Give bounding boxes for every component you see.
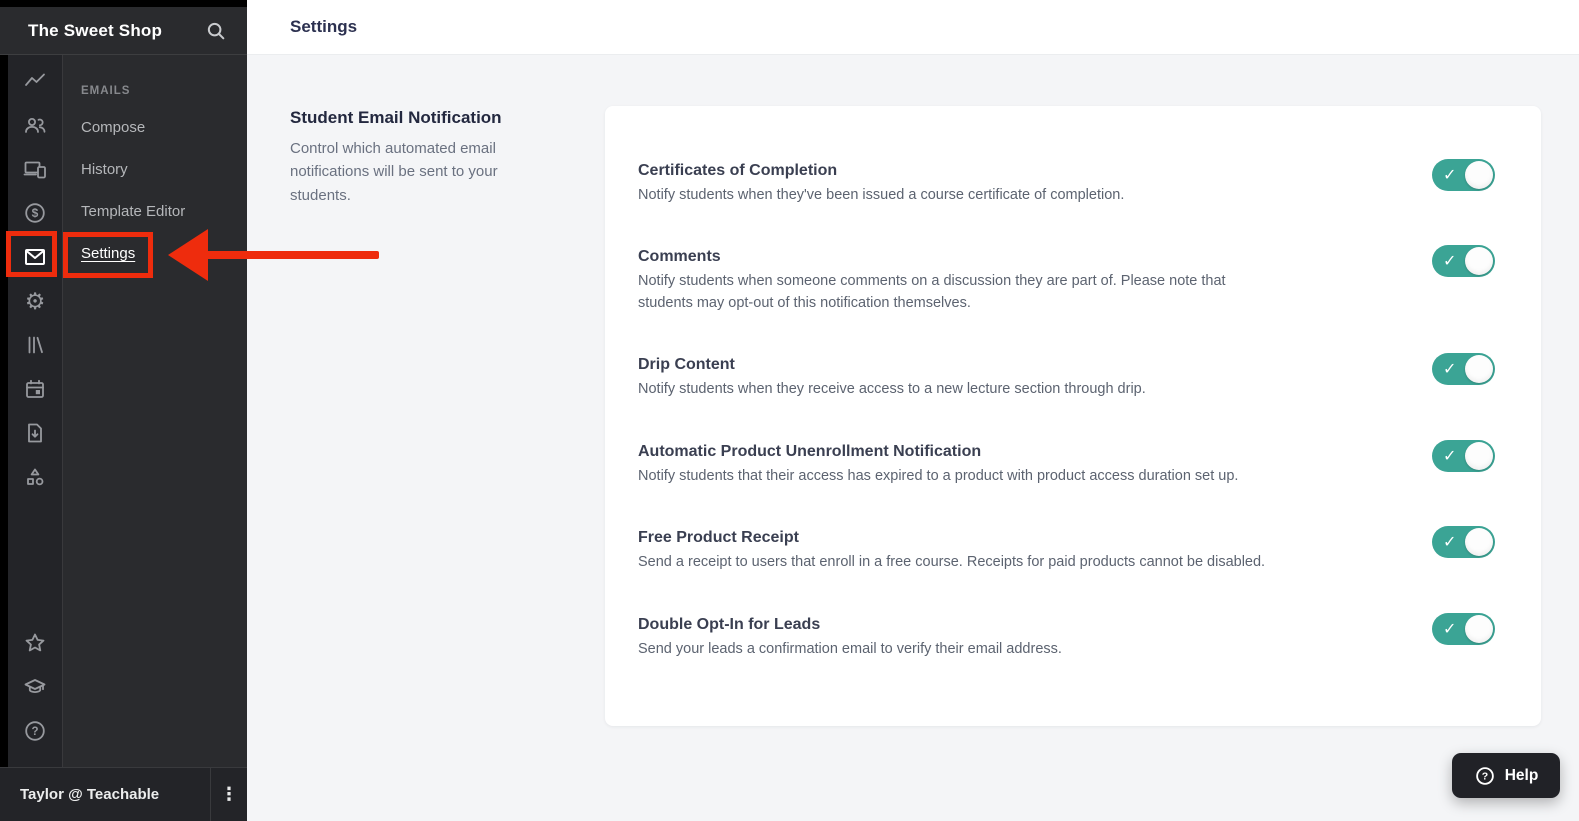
setting-info <box>638 616 1062 660</box>
setting-title: Certificates of Completion <box>638 162 838 179</box>
setting-row <box>638 162 1495 206</box>
setting-row <box>638 248 1495 314</box>
setting-row <box>638 443 1495 487</box>
setting-description: Send your leads a confirmation email to verify their email address. <box>638 640 1062 657</box>
settings-card <box>605 106 1541 726</box>
sidebar-item-template-editor[interactable]: Template Editor <box>81 203 186 220</box>
toggle-knob <box>1465 161 1493 189</box>
submenu-nav-list <box>81 119 247 262</box>
file-download-icon[interactable] <box>23 421 47 445</box>
toggle-certificates-of-completion[interactable] <box>1432 159 1495 191</box>
setting-info <box>638 356 1146 400</box>
sidebar <box>0 0 247 821</box>
site-builder-icon[interactable] <box>23 465 47 489</box>
section-description: Control which automated email notifications will be sent to your students. <box>290 140 498 204</box>
search-icon[interactable] <box>203 18 229 44</box>
calendar-icon[interactable] <box>23 377 47 401</box>
toggle-automatic-product-unenrollment-notification[interactable] <box>1432 440 1495 472</box>
main-header <box>247 0 1579 55</box>
setting-title: Double Opt-In for Leads <box>638 615 821 633</box>
setting-info <box>638 529 1265 573</box>
setting-title: Automatic Product Unenrollment Notification <box>638 442 982 460</box>
user-label: Taylor @ Teachable <box>20 786 160 803</box>
toggle-comments[interactable] <box>1432 245 1495 277</box>
setting-description: Notify students that their access has expired to a product with product access duration set up. <box>638 467 1239 484</box>
library-icon[interactable] <box>23 333 47 357</box>
setting-info <box>638 443 1238 487</box>
section-title: Student Email Notification <box>290 108 502 127</box>
setting-row <box>638 529 1495 573</box>
toggle-knob <box>1465 442 1493 470</box>
setting-info <box>638 162 1124 206</box>
graduation-cap-icon[interactable] <box>23 675 47 699</box>
check-icon: ✓ <box>1443 620 1457 638</box>
svg-text:?: ? <box>1481 770 1488 783</box>
setting-title: Free Product Receipt <box>638 529 799 547</box>
svg-text:$: $ <box>31 206 39 221</box>
toggle-knob <box>1465 528 1493 556</box>
trend-chart-icon[interactable] <box>23 69 47 93</box>
toggle-free-product-receipt[interactable] <box>1432 526 1495 558</box>
setting-description: Notify students when someone comments on a discussion they are part of. Please note that students may opt-out of this notification themselves. <box>638 273 1226 311</box>
submenu-section-label: EMAILS <box>81 85 131 97</box>
setting-title: Comments <box>638 248 721 266</box>
setting-description: Notify students when they've been issued a course certificate of completion. <box>638 187 1125 203</box>
school-name: The Sweet Shop <box>28 20 163 40</box>
section-info <box>290 108 530 207</box>
sidebar-header <box>0 7 247 55</box>
icon-rail-bottom <box>8 631 62 743</box>
devices-icon[interactable] <box>23 157 47 181</box>
check-icon: ✓ <box>1443 534 1457 552</box>
toggle-knob <box>1465 615 1493 643</box>
help-button-label: Help <box>1504 766 1539 784</box>
setting-description: Send a receipt to users that enroll in a free course. Receipts for paid products cannot be disabled. <box>638 554 1266 571</box>
sidebar-submenu <box>62 55 247 767</box>
help-circle-icon[interactable] <box>23 719 47 743</box>
setting-description: Notify students when they receive access to a new lecture section through drip. <box>638 381 1146 398</box>
setting-row <box>638 616 1495 660</box>
toggle-knob <box>1465 355 1493 383</box>
star-icon[interactable] <box>23 631 47 655</box>
toggle-drip-content[interactable] <box>1432 353 1495 385</box>
sales-dollar-icon[interactable] <box>23 201 47 225</box>
sidebar-item-history[interactable]: History <box>81 161 128 178</box>
page-title: Settings <box>290 17 358 36</box>
svg-text:?: ? <box>31 726 39 738</box>
check-icon: ✓ <box>1443 253 1457 271</box>
check-icon: ✓ <box>1443 361 1457 379</box>
user-bar <box>0 767 247 821</box>
sidebar-item-settings[interactable]: Settings <box>81 245 136 262</box>
help-button[interactable] <box>1452 753 1560 798</box>
kebab-menu-icon[interactable]: ⋮ <box>210 768 247 821</box>
settings-gear-icon[interactable]: ⚙ <box>24 287 46 314</box>
sidebar-item-compose[interactable]: Compose <box>81 119 146 136</box>
settings-rows <box>638 162 1495 660</box>
toggle-knob <box>1465 247 1493 275</box>
setting-title: Drip Content <box>638 356 735 374</box>
users-icon[interactable] <box>23 113 47 137</box>
check-icon: ✓ <box>1443 447 1457 465</box>
email-icon[interactable] <box>23 245 47 269</box>
setting-row <box>638 356 1495 400</box>
check-icon: ✓ <box>1443 167 1457 184</box>
toggle-double-opt-in-for-leads[interactable] <box>1432 613 1495 645</box>
setting-info <box>638 248 1278 314</box>
